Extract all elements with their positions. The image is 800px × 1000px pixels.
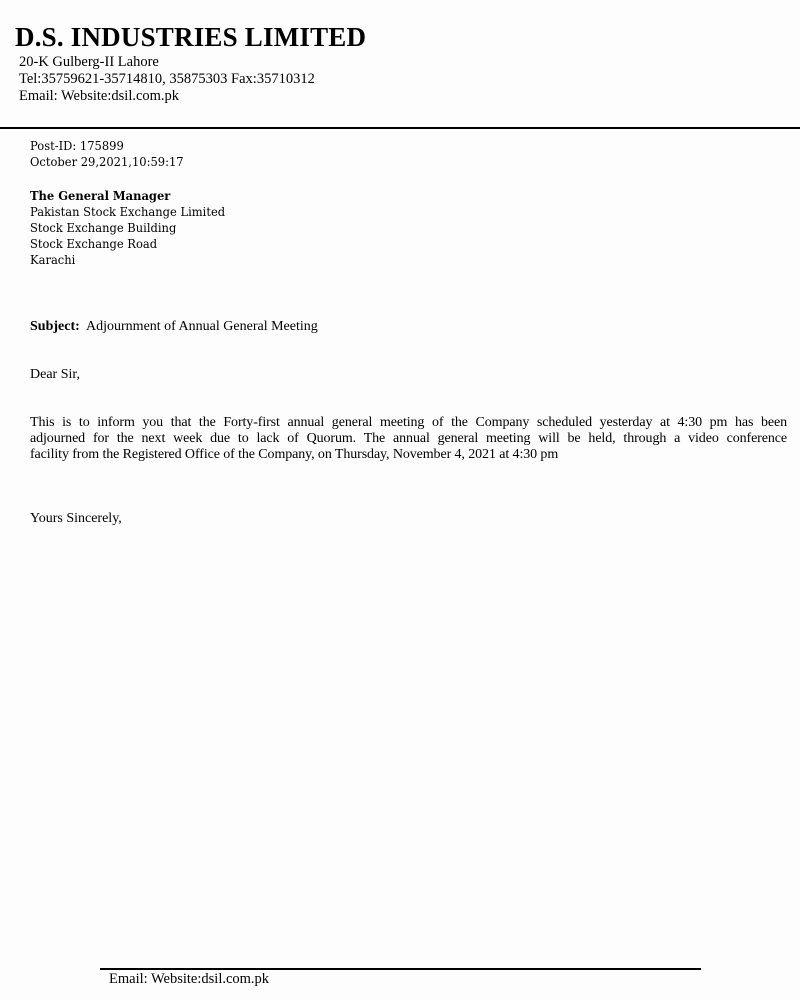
salutation: Dear Sir, bbox=[30, 367, 80, 382]
closing: Yours Sincerely, bbox=[30, 511, 122, 526]
recipient-line: Stock Exchange Building bbox=[30, 220, 177, 235]
company-phone-fax: Tel:35759621-35714810, 35875303 Fax:35710312 bbox=[19, 71, 315, 87]
recipient-title: The General Manager bbox=[30, 188, 171, 203]
post-datetime: October 29,2021,10:59:17 bbox=[30, 154, 184, 169]
body-line: facility from the Registered Office of the Company, on Thursday, November 4, 2021 at 4:30 pm bbox=[30, 447, 559, 462]
footer-divider bbox=[100, 968, 701, 970]
subject-text: Adjournment of Annual General Meeting bbox=[86, 319, 318, 334]
body-line: adjourned for the next week due to lack of Quorum. The annual general meeting will be held, through a video conference bbox=[30, 431, 787, 446]
subject-line bbox=[30, 319, 318, 335]
body-line: This is to inform you that the Forty-first annual general meeting of the Company scheduled yesterday at 4:30 pm has been bbox=[30, 415, 787, 430]
header-divider bbox=[0, 127, 800, 129]
company-name: D.S. INDUSTRIES LIMITED bbox=[15, 22, 367, 52]
subject-label: Subject: bbox=[30, 319, 80, 334]
company-address: 20-K Gulberg-II Lahore bbox=[19, 54, 159, 70]
recipient-line: Pakistan Stock Exchange Limited bbox=[30, 204, 226, 219]
company-email-website: Email: Website:dsil.com.pk bbox=[19, 88, 180, 104]
recipient-line: Stock Exchange Road bbox=[30, 236, 158, 251]
recipient-line: Karachi bbox=[30, 252, 76, 267]
post-id: Post-ID: 175899 bbox=[30, 138, 124, 153]
footer-email-website: Email: Website:dsil.com.pk bbox=[109, 971, 270, 987]
